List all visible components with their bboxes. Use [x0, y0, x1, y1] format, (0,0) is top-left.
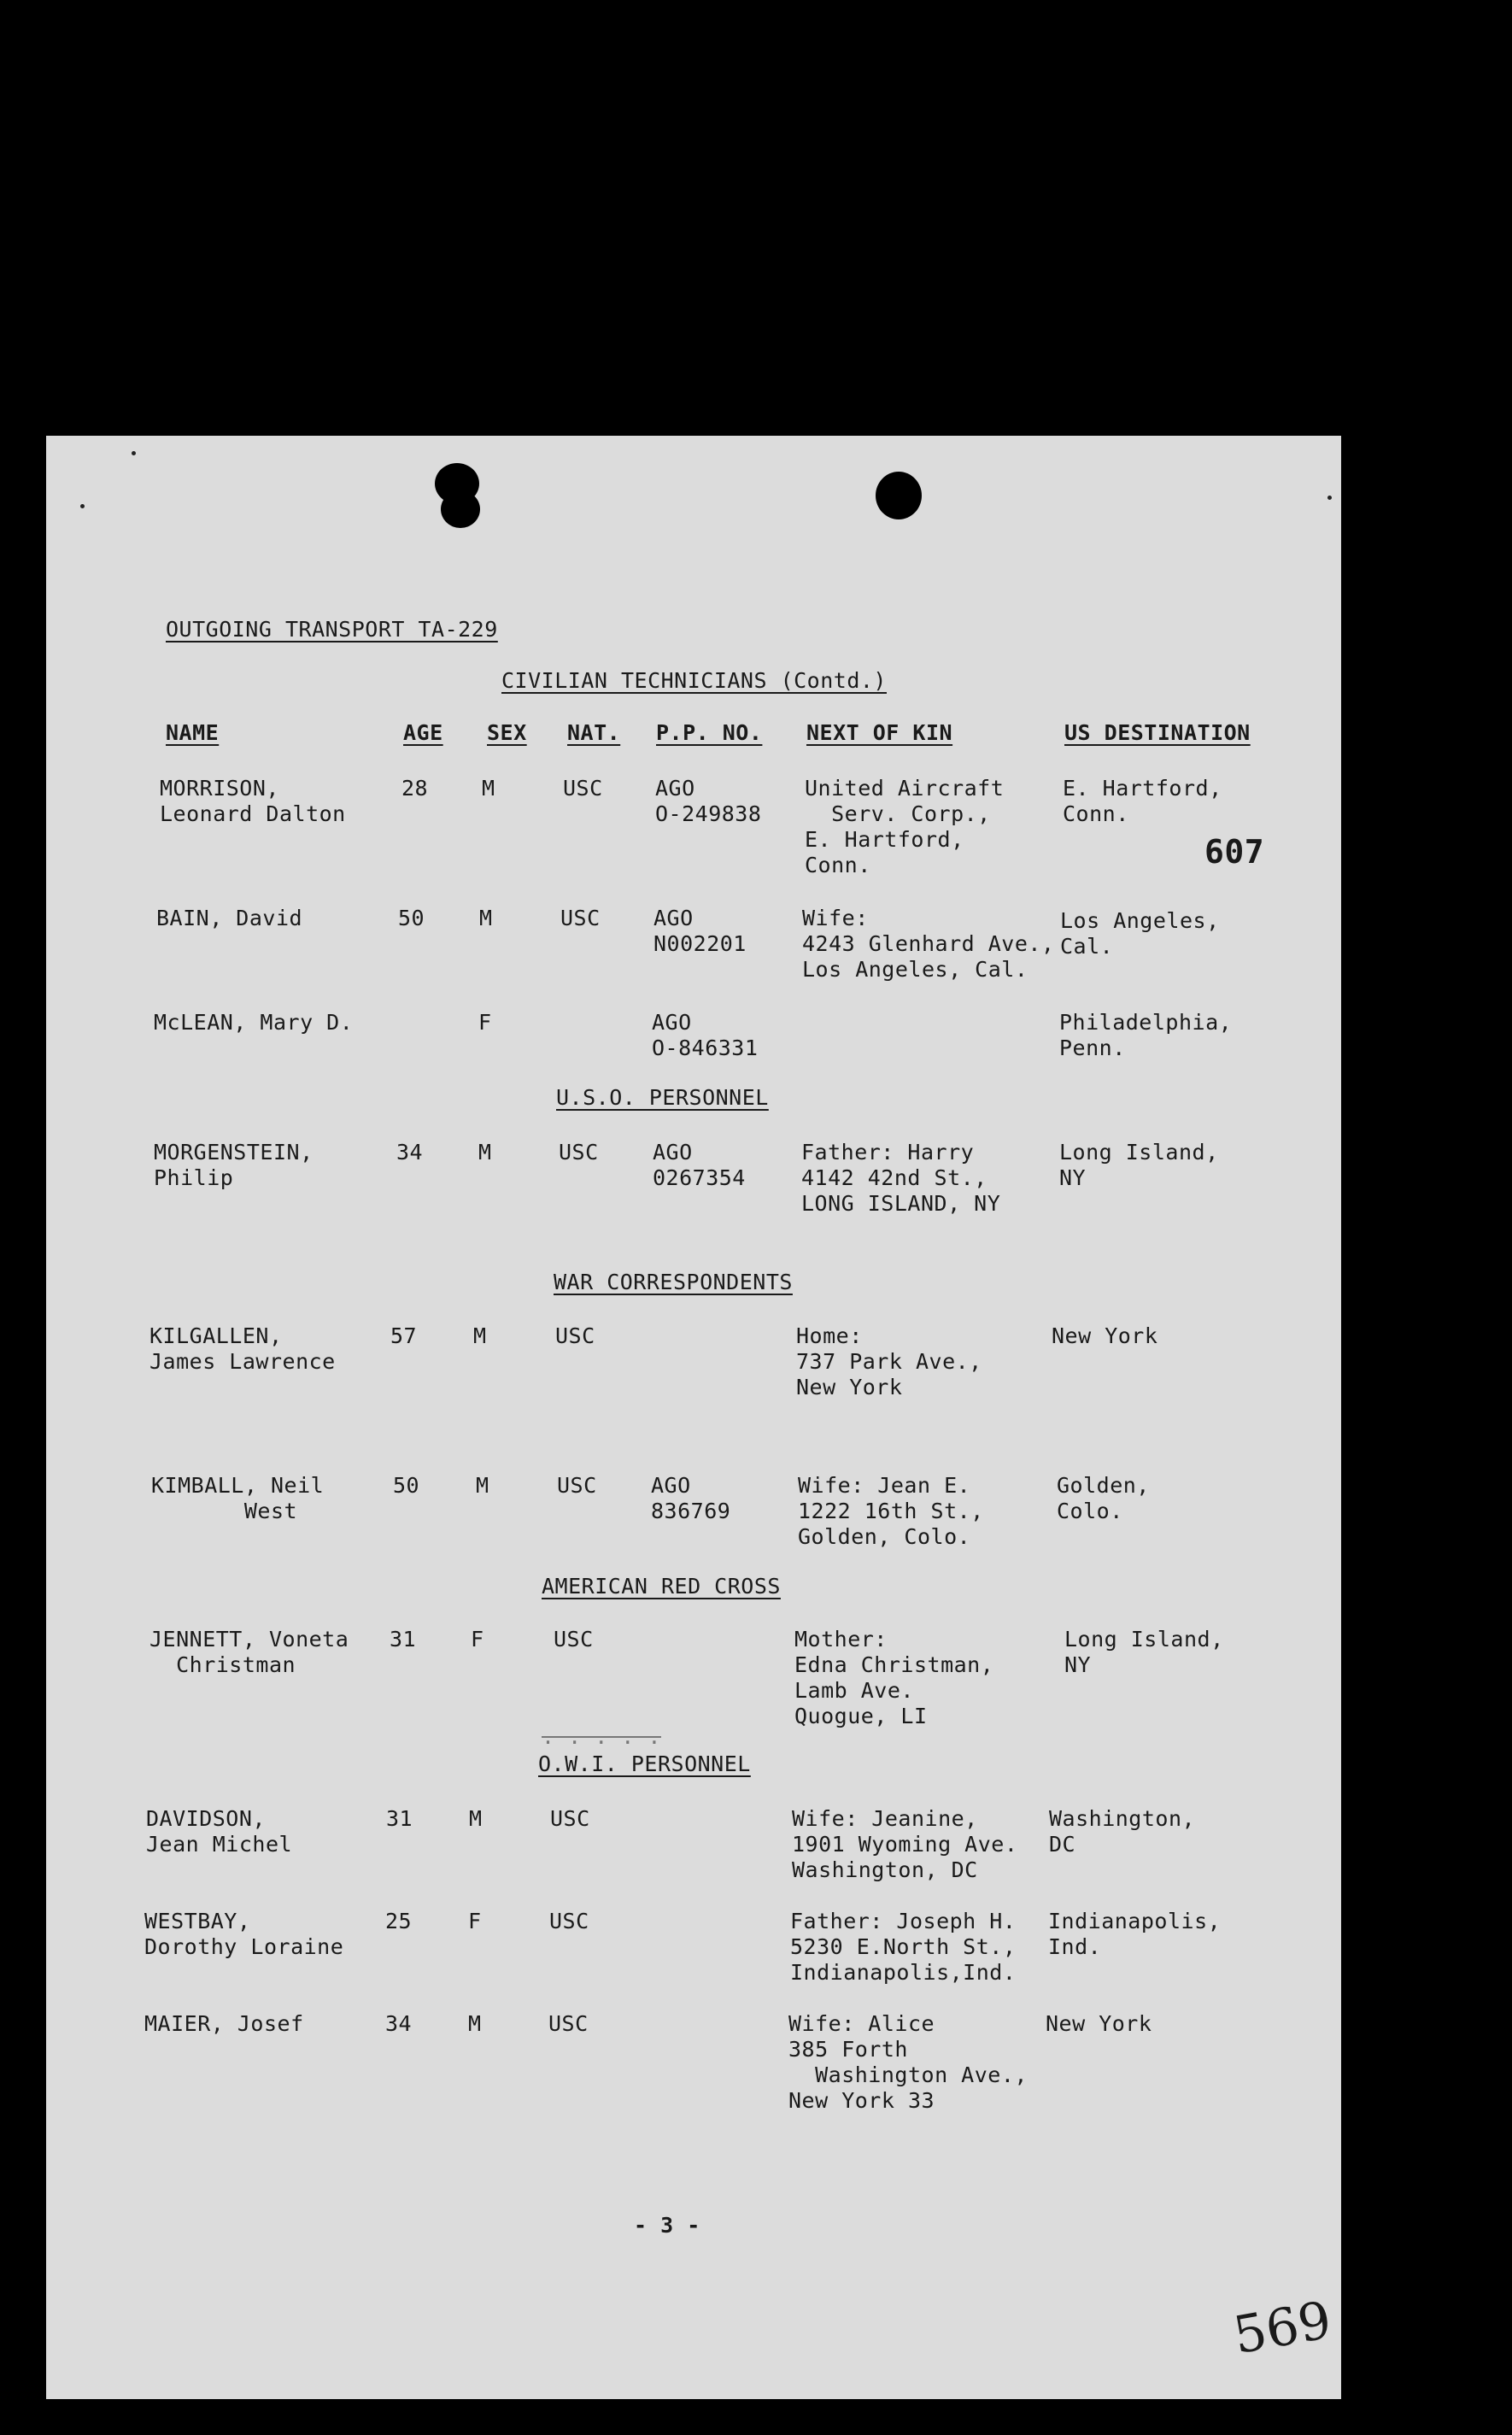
cell-nat: USC	[549, 1909, 589, 1933]
section-heading-war: WAR CORRESPONDENTS	[554, 1270, 793, 1294]
cell-sex: M	[473, 1323, 487, 1348]
cell-name: JENNETT, Voneta Christman	[149, 1627, 349, 1677]
speck	[80, 504, 85, 508]
cell-age: 34	[385, 2011, 413, 2036]
cell-nat: USC	[550, 1806, 590, 1831]
cell-nat: USC	[554, 1627, 594, 1652]
struck-heading-text: . . . . .	[542, 1724, 661, 1749]
cell-nat: USC	[559, 1140, 599, 1165]
cell-age: 25	[385, 1909, 413, 1933]
cell-pp: AGO 0267354	[653, 1140, 746, 1190]
cell-age: 50	[393, 1473, 420, 1498]
cell-sex: M	[478, 1140, 492, 1165]
cell-dest: Indianapolis, Ind.	[1048, 1909, 1222, 1959]
cell-kin: Father: Joseph H. 5230 E.North St., Indianapolis,Ind.	[790, 1909, 1017, 1985]
cell-sex: F	[468, 1909, 482, 1933]
col-kin: NEXT OF KIN	[806, 720, 953, 745]
document-title: OUTGOING TRANSPORT TA-229	[166, 617, 498, 642]
cell-age: 57	[390, 1323, 418, 1348]
cell-dest: Long Island, NY	[1064, 1627, 1224, 1677]
section-heading-owi: O.W.I. PERSONNEL	[538, 1751, 751, 1776]
cell-dest: E. Hartford, Conn.	[1063, 776, 1222, 826]
cell-sex: M	[469, 1806, 483, 1831]
col-name: NAME	[166, 720, 220, 745]
cell-pp: AGO 836769	[651, 1473, 731, 1523]
cell-dest: Washington, DC	[1049, 1806, 1196, 1857]
cell-nat: USC	[548, 2011, 589, 2036]
cell-name: KIMBALL, Neil West	[151, 1473, 325, 1523]
page-number: - 3 -	[634, 2213, 700, 2238]
cell-dest: Long Island, NY	[1059, 1140, 1219, 1190]
cell-dest: Golden, Colo.	[1057, 1473, 1150, 1523]
cell-name: BAIN, David	[156, 906, 303, 930]
cell-name: MAIER, Josef	[144, 2011, 304, 2036]
punch-hole-left-lower	[441, 490, 480, 528]
handwritten-folio-number: 569	[1228, 2290, 1336, 2367]
cell-pp: AGO O-846331	[652, 1010, 759, 1060]
cell-sex: M	[476, 1473, 489, 1498]
col-pp: P.P. NO.	[656, 720, 763, 745]
cell-sex: F	[471, 1627, 484, 1652]
cell-sex: M	[468, 2011, 482, 2036]
cell-age: 34	[396, 1140, 424, 1165]
speck	[132, 451, 136, 455]
cell-age: 31	[386, 1806, 413, 1831]
col-age: AGE	[403, 720, 443, 745]
cell-dest: New York	[1052, 1323, 1158, 1348]
cell-kin: Mother: Edna Christman, Lamb Ave. Quogue, LI	[794, 1627, 994, 1728]
cell-nat: USC	[555, 1323, 595, 1348]
section-heading-arc: AMERICAN RED CROSS	[542, 1574, 781, 1599]
punch-hole-right	[876, 472, 922, 519]
cell-dest: New York	[1046, 2011, 1152, 2036]
col-nat: NAT.	[567, 720, 621, 745]
cell-age: 50	[398, 906, 425, 930]
section-heading-civilian: CIVILIAN TECHNICIANS (Contd.)	[501, 668, 887, 693]
col-dest: US DESTINATION	[1064, 720, 1251, 745]
cell-name: KILGALLEN, James Lawrence	[149, 1323, 336, 1374]
cell-sex: F	[478, 1010, 492, 1035]
cell-pp: AGO O-249838	[655, 776, 762, 826]
cell-age: 31	[390, 1627, 417, 1652]
cell-kin: Home: 737 Park Ave., New York	[796, 1323, 982, 1399]
cell-nat: USC	[560, 906, 601, 930]
cell-name: MORGENSTEIN, Philip	[154, 1140, 314, 1190]
section-heading-uso: U.S.O. PERSONNEL	[556, 1085, 769, 1110]
document-page	[46, 436, 1341, 2399]
cell-dest: Los Angeles, Cal.	[1060, 908, 1220, 959]
col-sex: SEX	[487, 720, 527, 745]
cell-kin: Wife: Alice 385 Forth Washington Ave., New York 33	[788, 2011, 1028, 2113]
cell-kin: United Aircraft Serv. Corp., E. Hartford, Conn.	[805, 776, 1005, 877]
margin-number: 607	[1204, 833, 1265, 871]
cell-sex: M	[482, 776, 495, 801]
cell-name: McLEAN, Mary D.	[154, 1010, 354, 1035]
cell-sex: M	[479, 906, 493, 930]
cell-nat: USC	[563, 776, 603, 801]
cell-kin: Wife: 4243 Glenhard Ave., Los Angeles, Cal.	[802, 906, 1055, 982]
cell-nat: USC	[557, 1473, 597, 1498]
cell-dest: Philadelphia, Penn.	[1059, 1010, 1233, 1060]
cell-kin: Wife: Jeanine, 1901 Wyoming Ave. Washington, DC	[792, 1806, 1018, 1882]
cell-name: WESTBAY, Dorothy Loraine	[144, 1909, 344, 1959]
cell-age: 28	[401, 776, 429, 801]
cell-kin: Father: Harry 4142 42nd St., LONG ISLAND, NY	[801, 1140, 1001, 1216]
cell-kin: Wife: Jean E. 1222 16th St., Golden, Colo.	[798, 1473, 984, 1549]
speck	[1327, 496, 1332, 500]
cell-pp: AGO N002201	[653, 906, 747, 956]
cell-name: MORRISON, Leonard Dalton	[160, 776, 346, 826]
cell-name: DAVIDSON, Jean Michel	[146, 1806, 293, 1857]
